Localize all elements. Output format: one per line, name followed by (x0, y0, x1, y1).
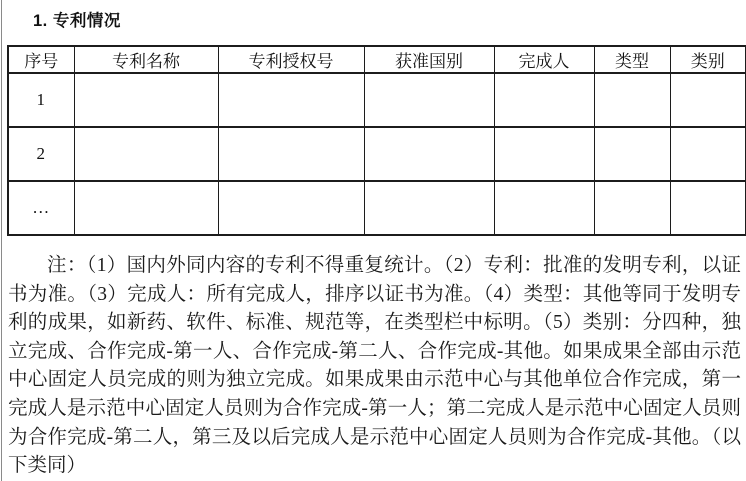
table-row (8, 73, 746, 127)
section-title: 1. 专利情况 (33, 12, 121, 30)
col-header-country: 获准国别 (364, 46, 494, 73)
empty-cell (670, 73, 746, 127)
empty-cell (670, 181, 746, 235)
row-index-cell: … (8, 181, 74, 235)
col-header-patent-number: 专利授权号 (218, 46, 364, 73)
table-header-row (8, 46, 746, 73)
empty-cell (494, 73, 594, 127)
table-row (8, 181, 746, 235)
patent-table (7, 45, 746, 236)
note-paragraph: 注：（1）国内外同内容的专利不得重复统计。（2）专利：批准的发明专利，以证书为准。（3）完成人：所有完成人，排序以证书为准。（4）类型：其他等同于发明专利的成果，如新药、软件、标准、规范等，在类型栏中标明。（5）类别：分四种，独立完成、合作完成-第一人、合作完成-第二人、合作完成-其他。如果成果全部由示范中心固定人员完成的则为独立完成。如果成果由示范中心与其他单位合作完成，第一完成人是示范中心固定人员则为合作完成-第一人；第二完成人是示范中心固定人员则为合作完成-第二人，第三及以后完成人是示范中心固定人员则为合作完成-其他。（以下类同） (8, 255, 741, 477)
col-header-completers: 完成人 (494, 46, 594, 73)
empty-cell (494, 181, 594, 235)
empty-cell (74, 127, 218, 181)
empty-cell (364, 181, 494, 235)
empty-cell (594, 181, 670, 235)
empty-cell (594, 73, 670, 127)
table-row (8, 127, 746, 181)
empty-cell (74, 73, 218, 127)
col-header-patent-name: 专利名称 (74, 46, 218, 73)
col-header-serial: 序号 (8, 46, 74, 73)
empty-cell (364, 73, 494, 127)
page-edge-line (1, 0, 2, 481)
empty-cell (218, 73, 364, 127)
row-index-cell: 1 (8, 73, 74, 127)
empty-cell (494, 127, 594, 181)
empty-cell (218, 181, 364, 235)
empty-cell (594, 127, 670, 181)
empty-cell (218, 127, 364, 181)
empty-cell (74, 181, 218, 235)
empty-cell (670, 127, 746, 181)
col-header-category: 类别 (670, 46, 746, 73)
row-index-cell: 2 (8, 127, 74, 181)
empty-cell (364, 127, 494, 181)
col-header-type: 类型 (594, 46, 670, 73)
